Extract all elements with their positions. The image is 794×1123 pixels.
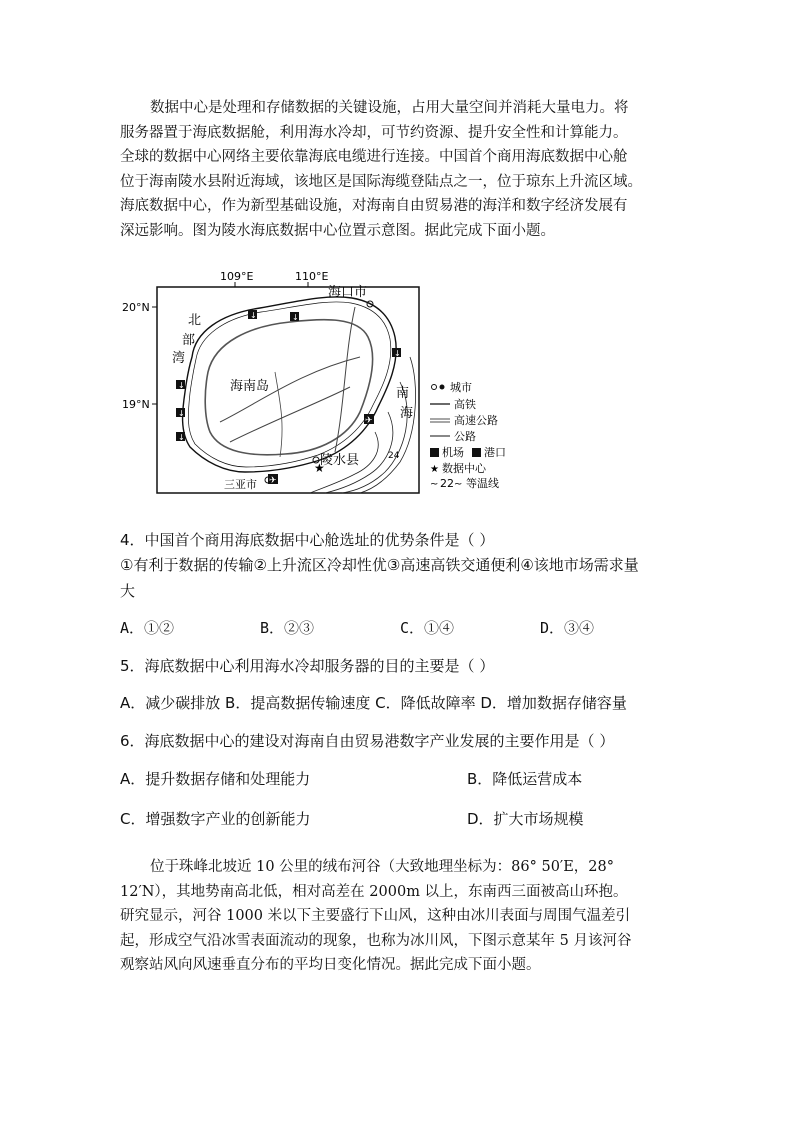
legend-road: 公路 [454, 430, 476, 443]
question-6-stem: 6．海底数据中心的建设对海南自由贸易港数字产业发展的主要作用是（ ） [120, 732, 615, 750]
svg-text:↓: ↓ [250, 311, 257, 320]
road [275, 372, 282, 457]
place-sanya: 三亚市 [224, 478, 257, 491]
passage-1-line: 全球的数据中心网络主要依靠海底电缆进行连接。中国首个商用海底数据中心舱 [120, 149, 628, 165]
legend-city: 城市 [450, 381, 472, 394]
svg-text:↓: ↓ [292, 313, 299, 322]
port-icon [392, 348, 401, 358]
port-icon [176, 380, 185, 390]
passage-2-line: 起，形成空气沿冰雪表面流动的现象，也称为冰川风，下图示意某年 5 月该河谷 [120, 932, 632, 949]
passage-1-line: 数据中心是处理和存储数据的关键设施，占用大量空间并消耗大量电力。将 [150, 100, 629, 116]
question-5-options[interactable]: A．减少碳排放 B．提高数据传输速度 C．降低故障率 D．增加数据存储容量 [120, 694, 627, 712]
svg-text:↓: ↓ [394, 349, 401, 358]
svg-text:✈: ✈ [269, 476, 277, 486]
passage-2-line: 12′N），其地势南高北低，相对高差在 2000m 以上，东南西三面被高山环抱。 [120, 883, 628, 900]
place-lingshui: 陵水县 [320, 453, 360, 468]
legend-expressway: 高速公路 [454, 414, 498, 427]
question-4-statements-wrap: 大 [120, 582, 136, 600]
map-legend [430, 381, 506, 490]
passage-1-line: 深远影响。图为陵水海底数据中心位置示意图。据此完成下面小题。 [120, 222, 555, 239]
option-4d[interactable]: D．③④ [540, 619, 595, 637]
question-5-stem: 5．海底数据中心利用海水冷却服务器的目的主要是（ ） [120, 657, 495, 675]
lingshui-location-map [120, 262, 520, 502]
airport-icon [268, 474, 278, 486]
road [230, 387, 350, 442]
place-beibu-3: 湾 [172, 351, 186, 366]
passage-1-line: 海底数据中心，作为新型基础设施，对海南自由贸易港的海洋和数字经济发展有 [120, 198, 628, 214]
lon-label-110: 110°E [295, 270, 329, 283]
passage-1-line: 服务器置于海底数据舱，利用海水冷却，可节约资源、提升安全性和计算能力。 [120, 124, 628, 141]
lon-label-109: 109°E [220, 270, 254, 283]
svg-text:~: ~ [454, 479, 463, 490]
option-6d[interactable]: D．扩大市场规模 [467, 810, 584, 828]
svg-text:↓: ↓ [178, 433, 185, 442]
legend-rail: 高铁 [454, 398, 476, 411]
svg-text:~: ~ [430, 479, 439, 490]
svg-text:✈: ✈ [365, 416, 373, 426]
place-beibu-2: 部 [182, 333, 196, 348]
place-haikou: 海口市 [328, 285, 368, 300]
data-center-star-icon: ★ [314, 461, 325, 475]
legend-isotherm: 等温线 [466, 477, 499, 490]
passage-1-line: 位于海南陵水县附近海域，该地区是国际海缆登陆点之一，位于琼东上升流区域。 [120, 173, 642, 190]
legend-port: 港口 [484, 446, 506, 459]
passage-2-line: 观察站风向风速垂直分布的平均日变化情况。据此完成下面小题。 [120, 957, 541, 973]
svg-text:↓: ↓ [178, 409, 185, 418]
isotherm-label: 24 [388, 451, 400, 461]
option-6c[interactable]: C．增强数字产业的创新能力 [120, 810, 311, 828]
svg-text:↓: ↓ [178, 381, 185, 390]
question-4-statements: ①有利于数据的传输②上升流区冷却性优③高速高铁交通便利④该地市场需求量 [120, 556, 639, 574]
lat-label-19: 19°N [122, 398, 150, 411]
legend-isotherm-value: 22 [440, 477, 454, 490]
option-6b[interactable]: B．降低运营成本 [467, 770, 583, 788]
svg-text:★: ★ [430, 464, 439, 475]
option-4a[interactable]: A．①② [120, 619, 175, 637]
legend-airport: 机场 [442, 446, 464, 459]
port-icon [248, 310, 257, 320]
lat-label-20: 20°N [122, 301, 150, 314]
option-6a[interactable]: A．提升数据存储和处理能力 [120, 770, 311, 788]
place-beibu-1: 北 [188, 313, 202, 328]
port-icon [176, 408, 185, 418]
place-nanhai-1: 南 [396, 386, 410, 401]
option-4b[interactable]: B．②③ [260, 619, 315, 637]
passage-2-line: 研究显示，河谷 1000 米以下主要盛行下山风，这种由冰川表面与周围气温差引 [120, 908, 631, 924]
road [335, 307, 355, 452]
airport-icon [364, 414, 374, 426]
passage-1 [120, 96, 680, 243]
passage-2-line: 位于珠峰北坡近 10 公里的绒布河谷（大致地理坐标为：86° 50′E，28° [150, 859, 615, 875]
legend-data-center: 数据中心 [442, 462, 486, 475]
place-nanhai-2: 海 [400, 406, 414, 421]
place-hainan-island: 海南岛 [230, 379, 270, 394]
option-4c[interactable]: C．①④ [400, 619, 455, 637]
port-icon [176, 432, 185, 442]
question-4-stem: 4．中国首个商用海底数据中心舱选址的优势条件是（ ） [120, 531, 495, 549]
port-icon [290, 312, 299, 322]
passage-2 [120, 855, 680, 978]
